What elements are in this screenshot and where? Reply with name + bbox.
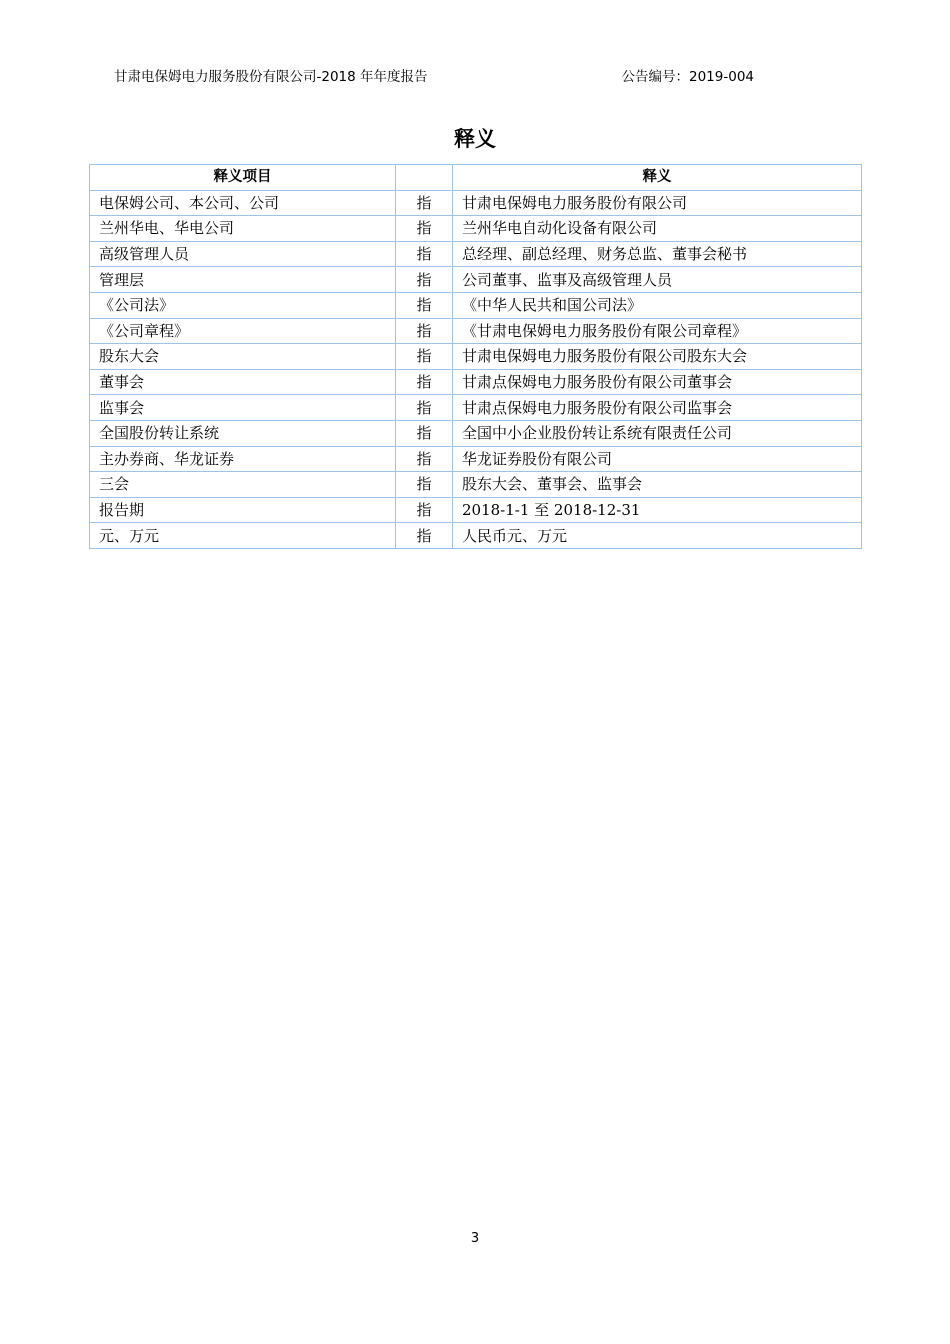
refer-cell: 指: [396, 318, 453, 344]
meaning-cell: 《中华人民共和国公司法》: [453, 292, 862, 318]
table-row: [90, 472, 862, 498]
table-row: [90, 190, 862, 216]
definitions-table: [89, 164, 862, 549]
refer-cell: 指: [396, 292, 453, 318]
header-meaning: 释义: [453, 165, 862, 191]
term-cell: 全国股份转让系统: [90, 420, 396, 446]
page-number: 3: [470, 1231, 480, 1246]
refer-cell: 指: [396, 420, 453, 446]
header-announcement-number: 公告编号：2019-004: [621, 69, 754, 85]
table-row: [90, 523, 862, 549]
meaning-cell: 甘肃电保姆电力服务股份有限公司股东大会: [453, 344, 862, 370]
term-cell: 股东大会: [90, 344, 396, 370]
refer-cell: 指: [396, 267, 453, 293]
term-cell: 三会: [90, 472, 396, 498]
table-row: [90, 318, 862, 344]
refer-cell: 指: [396, 241, 453, 267]
table-row: [90, 267, 862, 293]
table-row: [90, 216, 862, 242]
meaning-cell: 公司董事、监事及高级管理人员: [453, 267, 862, 293]
table-row: [90, 446, 862, 472]
meaning-cell: 人民币元、万元: [453, 523, 862, 549]
term-cell: 电保姆公司、本公司、公司: [90, 190, 396, 216]
refer-cell: 指: [396, 472, 453, 498]
definitions-table-body: [90, 190, 862, 548]
refer-cell: 指: [396, 446, 453, 472]
table-header-row: [90, 165, 862, 191]
refer-cell: 指: [396, 497, 453, 523]
meaning-cell: 华龙证券股份有限公司: [453, 446, 862, 472]
table-row: [90, 420, 862, 446]
refer-cell: 指: [396, 523, 453, 549]
refer-cell: 指: [396, 190, 453, 216]
table-row: [90, 292, 862, 318]
meaning-cell: 全国中小企业股份转让系统有限责任公司: [453, 420, 862, 446]
term-cell: 监事会: [90, 395, 396, 421]
term-cell: 兰州华电、华电公司: [90, 216, 396, 242]
refer-cell: 指: [396, 216, 453, 242]
meaning-cell: 股东大会、董事会、监事会: [453, 472, 862, 498]
refer-cell: 指: [396, 369, 453, 395]
table-row: [90, 241, 862, 267]
term-cell: 主办券商、华龙证券: [90, 446, 396, 472]
term-cell: 《公司法》: [90, 292, 396, 318]
term-cell: 董事会: [90, 369, 396, 395]
meaning-cell: 兰州华电自动化设备有限公司: [453, 216, 862, 242]
table-row: [90, 497, 862, 523]
table-row: [90, 369, 862, 395]
page-header: [114, 67, 754, 87]
term-cell: 元、万元: [90, 523, 396, 549]
term-cell: 报告期: [90, 497, 396, 523]
page-title: 释义: [454, 127, 496, 151]
header-term: 释义项目: [90, 165, 396, 191]
term-cell: 高级管理人员: [90, 241, 396, 267]
term-cell: 管理层: [90, 267, 396, 293]
meaning-cell: 《甘肃电保姆电力服务股份有限公司章程》: [453, 318, 862, 344]
table-row: [90, 395, 862, 421]
meaning-cell: 甘肃点保姆电力服务股份有限公司董事会: [453, 369, 862, 395]
meaning-cell: 2018-1-1 至 2018-12-31: [453, 497, 862, 523]
header-report-title: 甘肃电保姆电力服务股份有限公司-2018 年年度报告: [114, 69, 428, 85]
meaning-cell: 甘肃点保姆电力服务股份有限公司监事会: [453, 395, 862, 421]
refer-cell: 指: [396, 395, 453, 421]
meaning-cell: 甘肃电保姆电力服务股份有限公司: [453, 190, 862, 216]
table-row: [90, 344, 862, 370]
meaning-cell: 总经理、副总经理、财务总监、董事会秘书: [453, 241, 862, 267]
term-cell: 《公司章程》: [90, 318, 396, 344]
refer-cell: 指: [396, 344, 453, 370]
header-refer: [396, 165, 453, 191]
